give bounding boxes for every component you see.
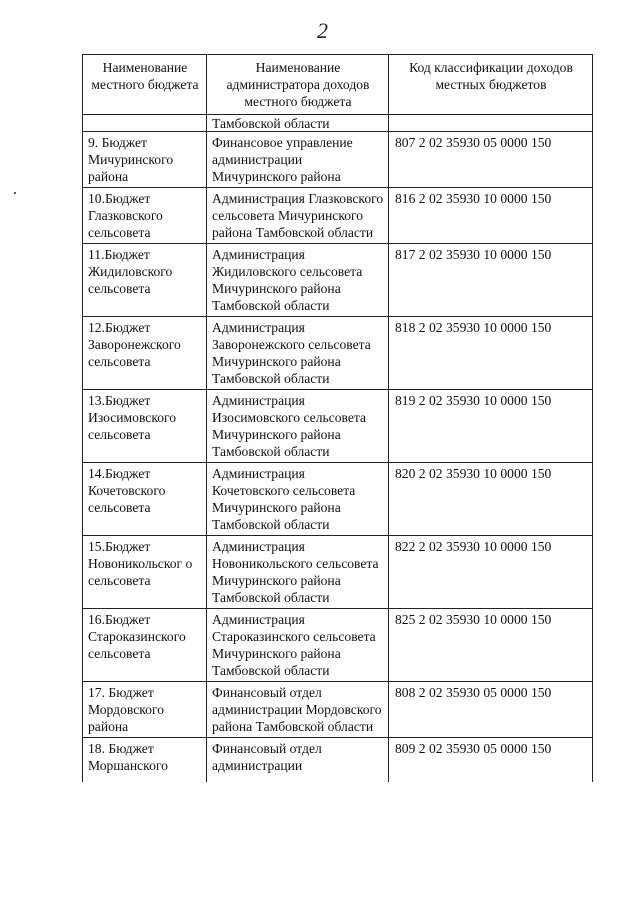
budget-name-cell: 15.Бюджет Новоникольског о сельсовета [83, 536, 207, 609]
continuation-row [83, 115, 593, 132]
revenue-code-cell: 816 2 02 35930 10 0000 150 [389, 188, 593, 244]
table-row [83, 536, 593, 609]
header-administrator-name: Наименование администратора доходов местного бюджета [207, 55, 389, 115]
budget-name-cell: 16.Бюджет Староказинского сельсовета [83, 609, 207, 682]
scan-speck [14, 192, 16, 194]
continuation-code-cell [389, 115, 593, 132]
administrator-cell: Финансовый отдел администрации Мордовского района Тамбовской области [207, 682, 389, 738]
administrator-cell: Администрация Глазковского сельсовета Мичуринского района Тамбовской области [207, 188, 389, 244]
header-row [83, 55, 593, 115]
budget-name-cell: 11.Бюджет Жидиловского сельсовета [83, 244, 207, 317]
revenue-code-cell: 807 2 02 35930 05 0000 150 [389, 132, 593, 188]
administrator-cell: Администрация Новоникольского сельсовета Мичуринского района Тамбовской области [207, 536, 389, 609]
budget-name-cell: 17. Бюджет Мордовского района [83, 682, 207, 738]
table-row [83, 463, 593, 536]
administrator-cell: Администрация Кочетовского сельсовета Мичуринского района Тамбовской области [207, 463, 389, 536]
administrator-cell: Финансовый отдел администрации [207, 738, 389, 783]
page-number: 2 [317, 18, 328, 43]
continuation-administrator-cell: Тамбовской области [207, 115, 389, 132]
budget-name-cell: 18. Бюджет Моршанского [83, 738, 207, 783]
table-row [83, 244, 593, 317]
revenue-code-cell: 817 2 02 35930 10 0000 150 [389, 244, 593, 317]
revenue-code-cell: 809 2 02 35930 05 0000 150 [389, 738, 593, 783]
administrator-cell: Финансовое управление администрации Мичуринского района [207, 132, 389, 188]
continuation-budget-cell [83, 115, 207, 132]
table-row [83, 188, 593, 244]
table-row [83, 390, 593, 463]
revenue-code-cell: 822 2 02 35930 10 0000 150 [389, 536, 593, 609]
budget-name-cell: 12.Бюджет Заворонежского сельсовета [83, 317, 207, 390]
administrator-cell: Администрация Изосимовского сельсовета Мичуринского района Тамбовской области [207, 390, 389, 463]
table-row [83, 738, 593, 783]
header-revenue-code: Код классификации доходов местных бюджетов [389, 55, 593, 115]
revenue-code-cell: 820 2 02 35930 10 0000 150 [389, 463, 593, 536]
revenue-code-cell: 825 2 02 35930 10 0000 150 [389, 609, 593, 682]
administrator-cell: Администрация Староказинского сельсовета Мичуринского района Тамбовской области [207, 609, 389, 682]
budget-name-cell: 14.Бюджет Кочетовского сельсовета [83, 463, 207, 536]
revenue-code-cell: 819 2 02 35930 10 0000 150 [389, 390, 593, 463]
table-row [83, 132, 593, 188]
budget-name-cell: 9. Бюджет Мичуринского района [83, 132, 207, 188]
administrator-cell: Администрация Заворонежского сельсовета Мичуринского района Тамбовской области [207, 317, 389, 390]
revenue-code-cell: 818 2 02 35930 10 0000 150 [389, 317, 593, 390]
administrator-cell: Администрация Жидиловского сельсовета Мичуринского района Тамбовской области [207, 244, 389, 317]
revenue-code-cell: 808 2 02 35930 05 0000 150 [389, 682, 593, 738]
table-row [83, 682, 593, 738]
table-row [83, 609, 593, 682]
table-row [83, 317, 593, 390]
budget-name-cell: 13.Бюджет Изосимовского сельсовета [83, 390, 207, 463]
budget-revenue-table [82, 54, 593, 782]
budget-name-cell: 10.Бюджет Глазковского сельсовета [83, 188, 207, 244]
header-budget-name: Наименование местного бюджета [83, 55, 207, 115]
